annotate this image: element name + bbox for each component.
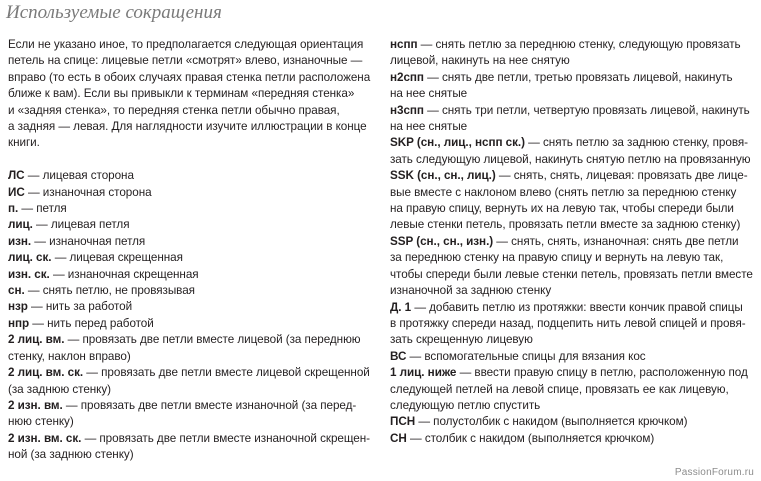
abbreviation-entry [8,217,374,233]
entry-line [8,185,374,201]
abbreviation-definition: левые стенки петель, провязать петли вместе за заднюю стенку) [390,218,741,232]
abbreviation-term: нпр [8,316,30,330]
abbreviation-term: сн. [8,284,25,298]
abbreviation-entry [390,135,756,168]
abbreviation-definition: — провязать две петли вместе лицевой скрещенной [83,366,370,380]
abbreviation-entry [8,168,374,184]
abbreviation-term: ВС [390,349,407,363]
abbreviation-definition: — лицевая петля [32,218,130,232]
abbreviation-definition: — провязать две петли вместе изнаночной (за перед- [62,398,357,412]
abbreviation-entry [390,168,756,234]
entry-line [8,217,374,233]
abbreviation-entry [8,201,374,217]
entry-line [390,300,756,316]
entry-line [8,267,374,283]
entry-line [8,349,374,365]
abbreviation-definition: — добавить петлю из протяжки: ввести кончик правой спицы [411,300,743,314]
entry-line [390,53,756,69]
abbreviation-definition: — нить за работой [27,300,133,314]
entry-line [390,382,756,398]
abbreviation-definition: — лицевая сторона [24,169,134,183]
abbreviation-entry [8,234,374,250]
intro-line: Если не указано иное, то предполагается следующая ориентация [8,38,364,51]
intro-line: ближе к вам). Если вы привыкли к терминам «передняя стенка» [8,87,355,101]
entry-line [8,431,374,447]
entry-line [8,398,374,414]
abbreviation-definition: стенку, наклон вправо) [8,349,131,363]
entry-line [390,119,756,135]
abbreviation-term: ПСН [390,415,416,429]
abbreviation-definition: — снять две петли, третью провязать лицевой, накинуть [423,70,733,84]
abbreviation-definition: — провязать две петли вместе лицевой (за переднюю [64,333,361,347]
abbreviation-entry [8,365,374,398]
entry-line [8,299,374,315]
abbreviation-definition: — снять, снять, изнаночная: снять две петли [493,234,739,248]
abbreviation-term: нзр [8,300,28,314]
abbreviation-definition: за переднюю стенку на правую спицу и вернуть на левую так, [390,251,724,265]
intro-line: книги. [8,136,40,150]
intro-line: и «задняя стенка», то передняя стенка петли обычно правая, [8,103,340,117]
abbreviation-definition: на правую спицу, вернуть их на левую так, чтобы спереди были [390,202,734,216]
abbreviation-term: п. [8,202,19,216]
abbreviation-definition: — ввести правую спицу в петлю, расположенную под [456,366,748,380]
abbreviation-definition: зать скрещенную лицевую [390,333,533,347]
abbreviation-definition: чтобы спереди были левые стенки петель, провязать петли вместе [390,267,753,281]
entry-line [390,185,756,201]
abbreviation-term: н3спп [390,103,424,117]
abbreviation-term: 1 лиц. ниже [390,366,457,380]
abbreviation-term: изн. ск. [8,267,50,281]
entry-line [8,168,374,184]
abbreviation-definition: — столбик с накидом (выполняется крючком) [406,431,655,445]
entry-line [390,86,756,102]
abbreviation-definition: — изнаночная петля [31,234,146,248]
abbreviation-entry [8,185,374,201]
abbreviation-definition: — снять три петли, четвертую провязать лицевой, накинуть [423,103,750,117]
abbreviation-definition: следующей петлей на левой спице, провязать ее как лицевую, [390,382,729,396]
abbreviation-entry [390,37,756,70]
entry-line [8,332,374,348]
abbreviation-entry [390,365,756,414]
intro-line: вправо (то есть в обоих случаях правая стенка петли расположена [8,70,371,84]
abbreviation-definition: в протяжку спереди назад, подцепить нить левой спицей и провя- [390,316,746,330]
abbreviation-definition: — снять, снять, лицевая: провязать две лице- [495,169,748,183]
abbreviation-definition: — снять петлю за заднюю стенку, провя- [524,136,748,150]
abbreviation-term: SSK (сн., сн., лиц.) [390,169,496,183]
entry-line [390,267,756,283]
abbreviation-entry [390,414,756,430]
entry-line [390,201,756,217]
abbreviation-definition: нюю стенку) [8,415,74,429]
abbreviation-definition: зать следующую лицевой, накинуть снятую петлю на провязанную [390,152,751,166]
entry-line [390,431,756,447]
entry-line [8,250,374,266]
entry-line [390,168,756,184]
abbreviation-definition: — лицевая скрещенная [51,251,183,265]
abbreviation-term: 2 изн. вм. ск. [8,431,82,445]
entry-line [390,234,756,250]
abbreviation-definition: — вспомогательные спицы для вязания кос [406,349,646,363]
abbreviation-list-right [390,37,756,447]
entry-line [390,135,756,151]
abbreviation-term: н2спп [390,70,424,84]
abbreviation-entry [390,349,756,365]
abbreviation-entry [390,70,756,103]
entry-line [390,349,756,365]
abbreviation-definition: — изнаночная сторона [24,185,152,199]
abbreviation-entry [8,267,374,283]
abbreviation-list-left [8,168,374,463]
entry-line [8,234,374,250]
page-title: Используемые сокращения [6,2,222,23]
left-column [8,37,374,464]
entry-line [8,283,374,299]
entry-line [8,201,374,217]
entry-line [390,152,756,168]
entry-line [8,382,374,398]
abbreviation-term: SKP (сн., лиц., нспп ск.) [390,136,525,150]
abbreviation-definition: — провязать две петли вместе изнаночной скрещен- [81,431,370,445]
abbreviation-definition: изнаночной за заднюю стенку [390,284,552,298]
abbreviation-term: 2 лиц. вм. [8,333,65,347]
abbreviation-definition: вые вместе с наклоном влево (снять петлю за переднюю стенку [390,185,737,199]
right-column [390,37,756,447]
abbreviation-term: SSP (сн., сн., изн.) [390,234,494,248]
abbreviation-entry [390,300,756,349]
abbreviation-term: 2 лиц. вм. ск. [8,366,84,380]
abbreviation-term: изн. [8,234,32,248]
abbreviation-entry [390,431,756,447]
abbreviation-definition: — петля [18,202,67,216]
watermark: PassionForum.ru [674,467,754,478]
intro-paragraph [8,37,374,152]
entry-line [390,70,756,86]
abbreviation-entry [8,299,374,315]
abbreviation-entry [390,103,756,136]
entry-line [8,316,374,332]
entry-line [390,414,756,430]
abbreviation-entry [8,283,374,299]
abbreviation-term: лиц. [8,218,33,232]
entry-line [390,103,756,119]
abbreviation-entry [8,316,374,332]
abbreviation-entry [390,234,756,300]
abbreviation-entry [8,398,374,431]
intro-line: петель на спице: лицевые петли «смотрят» влево, изнаночные — [8,54,363,68]
abbreviation-definition: ной (за заднюю стенку) [8,448,134,462]
entry-line [390,217,756,233]
abbreviation-definition: лицевой, накинуть на нее снятую [390,54,570,68]
abbreviation-definition: на нее снятые [390,87,468,101]
abbreviation-term: Д. 1 [390,300,412,314]
abbreviation-definition: — снять петлю, не провязывая [24,284,195,298]
abbreviation-definition: — нить перед работой [29,316,154,330]
abbreviation-definition: — полустолбик с накидом (выполняется крючком) [415,415,688,429]
abbreviation-term: ИС [8,185,25,199]
abbreviation-term: нспп [390,38,418,51]
entry-line [390,332,756,348]
abbreviation-term: ЛС [8,169,25,183]
entry-line [390,250,756,266]
abbreviation-entry [8,250,374,266]
entry-line [8,414,374,430]
abbreviation-term: СН [390,431,407,445]
entry-line [8,447,374,463]
abbreviation-term: 2 изн. вм. [8,398,63,412]
entry-line [390,37,756,53]
intro-line: а задняя — левая. Для наглядности изучите иллюстрации в конце [8,120,367,134]
abbreviation-definition: (за заднюю стенку) [8,382,112,396]
abbreviation-definition: — снять петлю за переднюю стенку, следующую провязать [417,38,741,51]
entry-line [390,365,756,381]
entry-line [8,365,374,381]
entry-line [390,283,756,299]
entry-line [390,398,756,414]
abbreviation-definition: на нее снятые [390,120,468,134]
abbreviation-entry [8,332,374,365]
abbreviation-term: лиц. ск. [8,251,52,265]
abbreviation-entry [8,431,374,464]
abbreviation-definition: — изнаночная скрещенная [49,267,199,281]
abbreviation-definition: следующую петлю спустить [390,398,541,412]
entry-line [390,316,756,332]
